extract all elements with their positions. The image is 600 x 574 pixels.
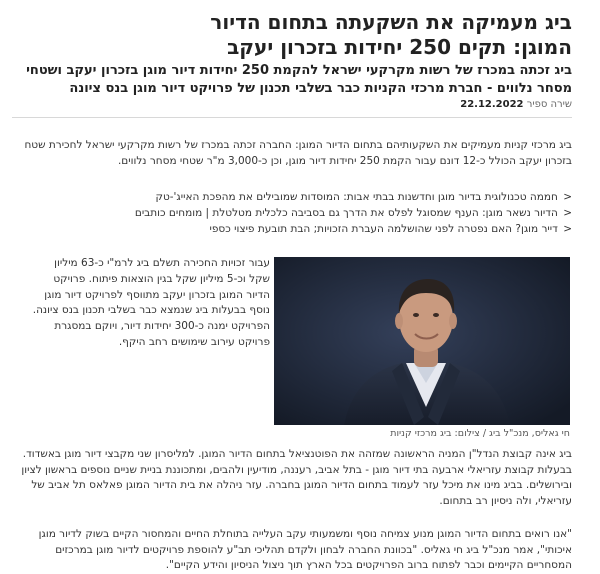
byline-divider [12, 117, 572, 118]
arrow-left-icon: < [563, 191, 572, 203]
related-link-item [12, 222, 572, 238]
related-link-item [12, 190, 572, 206]
photo-caption: חי גאליס, מנכ"ל ביג / צילום: ביג מרכזי קניות [390, 428, 570, 439]
arrow-left-icon: < [563, 206, 572, 219]
author-name[interactable]: שירה ספיר [526, 99, 572, 110]
related-link-2[interactable]: הדיור נשאר מוגן: הענף שמסוגל לפלס את הדרך גם בסביבה כלכלית מטלטלת | מומחים כותבים [134, 206, 558, 219]
publish-date: 22.12.2022 [460, 99, 524, 110]
related-links [12, 190, 572, 237]
body-paragraph-3: "אנו רואים בתחום הדיור המוגן מנוע צמיחה נוסף ומשמעותי עקב העלייה בתוחלת החיים והמחסור הקיים בשוק לדיור מוגן איכותי", אמר מנכ"ל ביג חי גאליס. "בכוונת החברה לבחון ולקדם תהליכי תב"ע להוספת פרויקטים לדיור מוגן במרכזים המסחריים הקיימים וכבר לפתוח ברוב הפרויקטים בכל הארץ תוך ניצול הניסיון והידע הקיים". [38, 528, 572, 572]
related-link-3[interactable]: דייר מוגן? האם נפטרה לפני שהושלמה העברת הזכויות; הבת תובעת פיצוי כספי [209, 222, 558, 235]
headline-line-1: ביג מעמיקה את השקעתה בתחום הדיור [210, 10, 572, 34]
article-headline [12, 10, 572, 60]
related-link-item [12, 206, 572, 222]
headline-line-2: המוגן: תקים 250 יחידות בזכרון יעקב [227, 35, 572, 59]
lead-paragraph: ביג מרכזי קניות מעמיקים את השקעותיהם בתחום הדיור המוגן: החברה זכתה במכרז של רשות מקרקעי ישראל לחכירת שטח בזכרון יעקב הכולל כ-12 דונם עבור הקמת 250 יחידות דיור מוגן, וכן כ-3,000 מ"ר שטחי מסחר נלווים. [24, 139, 572, 167]
related-link-1[interactable]: חממה טכנולוגית בדיור מוגן וחדשנות בבתי אבות: המוסדות שמובילים את מהפכת האייג'-טק [155, 191, 558, 203]
body-paragraph-2: ביג אינה קבוצת הנדל"ן המניה הראשונה שמזהה את הפוטנציאל בתחום הדיור המוגן. למליסרון שני מקבצי דיור מוגן באשדוד. בבעלות קבוצת עזריאלי ארבעה בתי דיור מוגן - בתל אביב, רעננה, מודיעין ולהבים, ומתכוננת בניית שניים נוספים בראשון לציון ובירושלים. בביג מינו את מיכל עזר לעמוד בתחום הדיור המוגן בחברה. עזר ניהלה את בית הדיור המוגן פאלאס תל אביב של עזריאלי, ולה ניסיון רב בתחום. [21, 448, 572, 507]
article-subhead: ביג זכתה במכרז של רשות מקרקעי ישראל להקמת 250 יחידות דיור מוגן בזכרון יעקב ושטחי מסחר נלווים - חברת מרכזי הקניות כבר בשלבי תכנון של פרויקט דיור מוגן בנס ציונה [26, 63, 572, 96]
ceo-portrait-illustration [274, 257, 570, 425]
arrow-left-icon: < [563, 222, 572, 235]
byline [12, 98, 572, 112]
ceo-photo [274, 257, 570, 425]
side-paragraph: עבור זכויות החכירה תשלם ביג לרמ"י כ-63 מיליון שקל וכ-5 מיליון שקל בגין הוצאות פיתוח. פרויקט הדיור המוגן בזכרון יעקב מתווסף לפרויקט דיור מוגן נוסף בבעלות ביג שנמצא כבר בשלבי תכנון בנס ציונה. הפרויקט ימנה כ-300 יחידות דיור, ויוקם במסגרת פרויקט עירוב שימושים רחב היקף. [32, 257, 270, 348]
